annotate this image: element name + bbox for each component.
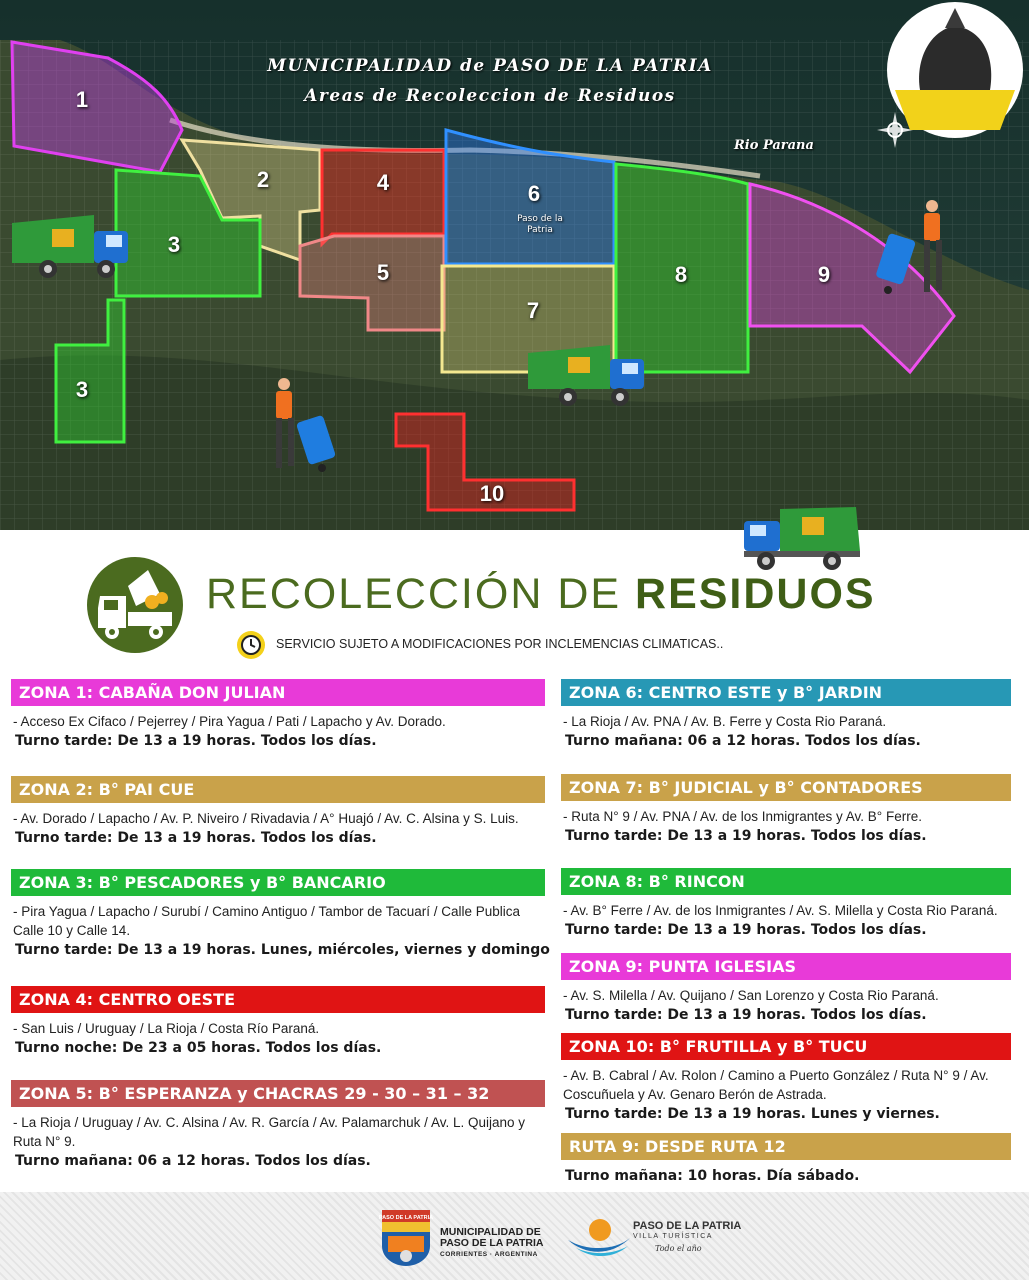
map-graphic (0, 0, 1029, 530)
tourism-brand-tagline: Todo el año (655, 1244, 702, 1253)
paso-de-la-patria-logo (566, 1216, 632, 1260)
clock-icon (236, 630, 266, 660)
footer (0, 1192, 1029, 1280)
municipality-logo-badge: PASO DE LA PATRIA (378, 1215, 434, 1221)
zone-schedule: Turno tarde: De 13 a 19 horas. Todos los días. (15, 830, 377, 846)
zone-title: ZONA 10: B° FRUTILLA y B° TUCU (561, 1033, 1011, 1060)
zone-4-number: 4 (376, 170, 390, 195)
zone-schedule: Turno tarde: De 13 a 19 horas. Lunes y viernes. (565, 1106, 940, 1122)
zone-streets: - La Rioja / Uruguay / Av. C. Alsina / Av. R. García / Av. Palamarchuk / Av. L. Quijano y Ruta N° 9. (13, 1115, 525, 1149)
zone-title: ZONA 9: PUNTA IGLESIAS (561, 953, 1011, 980)
zone-title: ZONA 7: B° JUDICIAL y B° CONTADORES (561, 774, 1011, 801)
zone-1-number: 1 (75, 87, 89, 112)
map-title: MUNICIPALIDAD de PASO DE LA PATRIA (267, 56, 713, 76)
zone-9-number: 9 (817, 262, 831, 287)
zone-streets: - Pira Yagua / Lapacho / Surubí / Camino Antiguo / Tambor de Tacuarí / Calle Publica Calle 10 y Calle 14. (13, 904, 521, 938)
zone-7-number: 7 (526, 298, 540, 323)
zones-map (0, 0, 1029, 530)
zone-streets: - Av. Dorado / Lapacho / Av. P. Niveiro / Rivadavia / A° Huajó / Av. C. Alsina y S. Luis. (13, 811, 519, 826)
zone-title: ZONA 4: CENTRO OESTE (11, 986, 545, 1013)
zone-7-block (561, 774, 1011, 846)
zone-streets: - Av. B° Ferre / Av. de los Inmigrantes / Av. S. Milella y Costa Rio Paraná. (563, 903, 998, 918)
tourism-brand-name: PASO DE LA PATRIA (633, 1220, 742, 1232)
garbage-truck-icon (86, 556, 184, 654)
zone-10-block (561, 1033, 1011, 1124)
service-notice: SERVICIO SUJETO A MODIFICACIONES POR INCLEMENCIAS CLIMATICAS.. (276, 637, 724, 651)
zone-8-block (561, 868, 1011, 940)
zone-title: ZONA 1: CABAÑA DON JULIAN (11, 679, 545, 706)
page-title-bold: RESIDUOS (635, 570, 876, 618)
zone-schedule: Turno tarde: De 13 a 19 horas. Todos los días. (565, 922, 927, 938)
garbage-truck-icon (742, 505, 862, 575)
zone-5-block (11, 1080, 545, 1171)
zone-schedule: Turno tarde: De 13 a 19 horas. Todos los días. (15, 733, 377, 749)
zone-schedule: Turno noche: De 23 a 05 horas. Todos los días. (15, 1040, 382, 1056)
zone-schedule: Turno mañana: 06 a 12 horas. Todos los días. (15, 1153, 371, 1169)
zone-schedule: Turno tarde: De 13 a 19 horas. Todos los días. (565, 1007, 927, 1023)
map-subtitle: Areas de Recoleccion de Residuos (304, 86, 676, 106)
municipality-line-2: PASO DE LA PATRIA (440, 1237, 544, 1249)
zone-streets: - San Luis / Uruguay / La Rioja / Costa Río Paraná. (13, 1021, 320, 1036)
zone-title: ZONA 8: B° RINCON (561, 868, 1011, 895)
river-label: Rio Parana (734, 138, 814, 153)
zone-schedule: Turno tarde: De 13 a 19 horas. Lunes, miércoles, viernes y domingo (15, 942, 550, 958)
zone-schedule: Turno mañana: 10 horas. Día sábado. (565, 1168, 860, 1184)
zone-3-number: 3 (167, 232, 181, 257)
zone-title: ZONA 2: B° PAI CUE (11, 776, 545, 803)
zone-8-number: 8 (674, 262, 688, 287)
page-title (206, 570, 876, 619)
zone-streets: - Av. S. Milella / Av. Quijano / San Lorenzo y Costa Rio Paraná. (563, 988, 939, 1003)
page-title-regular: RECOLECCIÓN DE (206, 570, 636, 618)
zone-10-number: 10 (479, 481, 505, 506)
zone-6-number: 6 (527, 181, 541, 206)
zone-2-block (11, 776, 545, 848)
municipality-logo (378, 1206, 434, 1268)
zone-title: ZONA 6: CENTRO ESTE y B° JARDIN (561, 679, 1011, 706)
municipality-line-1: MUNICIPALIDAD DE (440, 1226, 541, 1238)
ruta-9-block (561, 1133, 1011, 1186)
zone-5-number: 5 (376, 260, 390, 285)
municipality-line-3: CORRIENTES · ARGENTINA (440, 1251, 538, 1258)
zone-4-area (322, 150, 444, 244)
zone-4-block (11, 986, 545, 1058)
tourism-brand (633, 1220, 741, 1253)
tourism-brand-subtitle: VILLA TURÍSTICA (633, 1233, 713, 1240)
municipality-name (440, 1227, 543, 1260)
zone-2-number: 2 (256, 167, 270, 192)
zone-title: ZONA 5: B° ESPERANZA y CHACRAS 29 - 30 – 31 – 32 (11, 1080, 545, 1107)
zone-title: ZONA 3: B° PESCADORES y B° BANCARIO (11, 869, 545, 896)
zone-streets: - La Rioja / Av. PNA / Av. B. Ferre y Costa Rio Paraná. (563, 714, 887, 729)
zone-9-block (561, 953, 1011, 1025)
zone-schedule: Turno mañana: 06 a 12 horas. Todos los días. (565, 733, 921, 749)
zone-streets: - Av. B. Cabral / Av. Rolon / Camino a Puerto González / Ruta N° 9 / Av. Coscuñuela y Av. Genaro Berón de Astrada. (563, 1068, 989, 1102)
town-label: Paso de la Patria (517, 214, 563, 235)
zone-streets: - Acceso Ex Cifaco / Pejerrey / Pira Yagua / Pati / Lapacho y Av. Dorado. (13, 714, 446, 729)
zone-streets: - Ruta N° 9 / Av. PNA / Av. de los Inmigrantes y Av. B° Ferre. (563, 809, 922, 824)
zone-3-block (11, 869, 550, 960)
zone-schedule: Turno tarde: De 13 a 19 horas. Todos los días. (565, 828, 927, 844)
zone-6-block (561, 679, 1011, 751)
zone-1-block (11, 679, 545, 751)
zone-title: RUTA 9: DESDE RUTA 12 (561, 1133, 1011, 1160)
zone-3-south-number: 3 (75, 377, 89, 402)
